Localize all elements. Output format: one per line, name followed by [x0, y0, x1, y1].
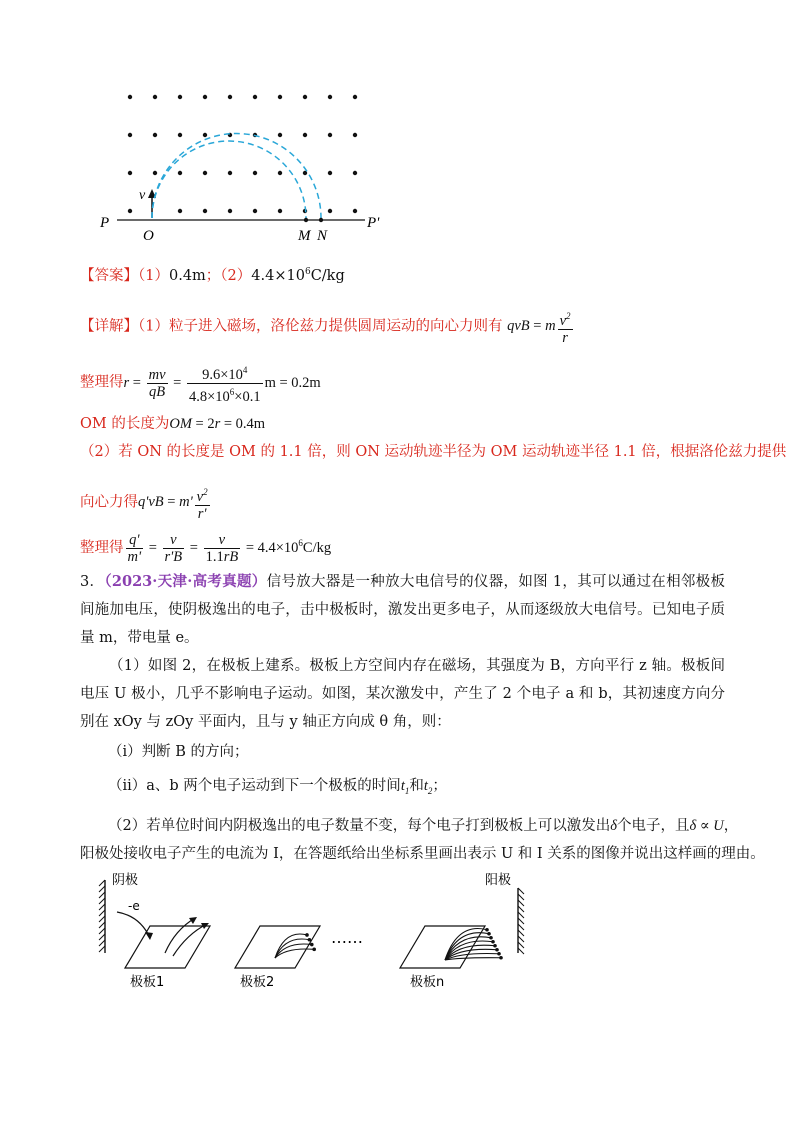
field-dot: [203, 209, 207, 213]
field-dot: [128, 171, 132, 175]
field-dot: [153, 171, 157, 175]
field-dot: [203, 133, 207, 137]
field-dot: [328, 209, 332, 213]
hatch-mark: [518, 930, 524, 936]
answer-tag: 【答案】: [80, 267, 138, 284]
field-dot: [278, 209, 282, 213]
detail-tag: 【详解】: [80, 318, 138, 335]
amplifier-figure: [95, 868, 555, 988]
label-m: M: [298, 228, 311, 244]
hatch-mark: [99, 916, 105, 922]
electron-arrowhead: [485, 928, 489, 932]
detail-line-4: （2）若 ON 的长度是 OM 的 1.1 倍，则 ON 运动轨迹半径为 OM 运动轨迹半径 1.1 倍，根据洛伦兹力提供: [80, 444, 787, 460]
question3-sub-i: （i）判断 B 的方向；: [108, 744, 249, 760]
electron-arrowhead: [310, 943, 314, 947]
label-p: P: [100, 215, 110, 231]
label-o: O: [143, 228, 154, 244]
field-dot: [328, 133, 332, 137]
electron-path: [275, 949, 314, 958]
field-dot: [128, 133, 132, 137]
label-v: v: [139, 188, 146, 203]
electron-arrowhead: [495, 948, 499, 952]
detail-line-6: [80, 532, 331, 565]
field-dot: [178, 95, 182, 99]
question3-intro-text: 信号放大器是一种放大电信号的仪器，如图 1，其可以通过在相邻极板间施加电压，使阴极逸出的电子，击中极板时，激发出更多电子，从而逐级放大电信号。已知电子质量 m，带电量 e。: [80, 574, 725, 646]
detail-line-5: [80, 484, 212, 522]
field-dot: [353, 209, 357, 213]
hatch-mark: [99, 934, 105, 940]
ellipsis: ……: [331, 928, 363, 947]
question3-sub-ii: （ii）a、b 两个电子运动到下一个极板的时间$t_1$和$t_2$；: [108, 778, 447, 796]
hatch-mark: [518, 936, 524, 942]
cathode-label: 阴极: [112, 873, 139, 888]
detail-prefix-3: OM 的长度为: [80, 416, 170, 432]
hatch-mark: [99, 898, 105, 904]
electron-arrowhead: [491, 940, 495, 944]
plate-2: [235, 926, 320, 968]
hatch-mark: [518, 906, 524, 912]
radius-equation: r = $\frac{mv}{qB}$ = $\frac{9.6\times 10^4}{4.8\times 10^6\times 0.1}$ m = 0.2m: [124, 375, 321, 391]
hatch-mark: [518, 888, 524, 894]
electron-path: [445, 958, 501, 960]
magnetic-field-figure: [95, 85, 395, 245]
field-dot: [228, 95, 232, 99]
point-n: [319, 218, 323, 222]
plate-2-label: 极板2: [240, 975, 275, 988]
field-dot: [178, 209, 182, 213]
trajectory-arc-on: [152, 134, 321, 219]
field-dot: [253, 95, 257, 99]
hatch-mark: [99, 946, 105, 952]
detail-text-1: （1）粒子进入磁场，洛伦兹力提供圆周运动的向心力则有: [138, 318, 503, 335]
plate-n: [400, 926, 485, 968]
field-dot: [278, 133, 282, 137]
field-dot: [253, 171, 257, 175]
point-m: [304, 218, 308, 222]
field-dot: [178, 171, 182, 175]
cathode-hatch: [99, 880, 105, 952]
question3-part2-line1: （2）若单位时间内阴极逸出的电子数量不变，每个电子打到极板上可以激发出δ个电子，且δ ∝ U，: [108, 818, 739, 834]
field-dot: [353, 95, 357, 99]
answer-separator: ；: [205, 267, 221, 284]
field-dot: [203, 95, 207, 99]
hatch-mark: [518, 918, 524, 924]
hatch-mark: [99, 910, 105, 916]
hatch-mark: [99, 940, 105, 946]
plate-n-label: 极板n: [410, 975, 445, 988]
label-n: N: [317, 228, 328, 244]
field-dot: [253, 209, 257, 213]
detail-line-1: [80, 308, 575, 346]
detail-prefix-6: 整理得: [80, 539, 124, 556]
field-dot: [278, 171, 282, 175]
hatch-mark: [518, 924, 524, 930]
field-dot: [153, 95, 157, 99]
hatch-mark: [518, 894, 524, 900]
proportional-relation: δ ∝ U: [689, 818, 724, 834]
time-t2: $t_2$: [423, 778, 433, 796]
hatch-mark: [99, 922, 105, 928]
trajectory-arc-om: [152, 141, 306, 218]
lorentz-equation-2: q'vB = m' $\frac{v^2}{r'}$: [138, 494, 212, 510]
plate-2-electron-paths: [275, 933, 316, 958]
plate-1-label: 极板1: [130, 975, 165, 988]
field-dot-grid: [128, 95, 357, 213]
electron-arrowhead: [499, 956, 503, 960]
field-dot: [328, 171, 332, 175]
detail-line-3: [80, 414, 265, 434]
lorentz-equation: qvB = m $\frac{v^2}{r}$: [507, 318, 574, 334]
hatch-mark: [518, 912, 524, 918]
hatch-mark: [518, 942, 524, 948]
anode-hatch: [518, 888, 524, 954]
om-equation: OM = 2r = 0.4m: [169, 416, 266, 432]
detail-prefix-5: 向心力得: [80, 494, 138, 511]
electron-arrowhead: [487, 932, 491, 936]
hatch-mark: [518, 900, 524, 906]
detail-line-2: [80, 362, 321, 405]
detail-prefix-2: 整理得: [80, 374, 124, 391]
hatch-mark: [518, 948, 524, 954]
hatch-mark: [99, 928, 105, 934]
question3-part2-line2: 阳极处接收电子产生的电流为 I，在答题纸给出坐标系里画出表示 U 和 I 关系的图像并说出这样画的理由。: [80, 846, 765, 862]
time-t1: $t_1$: [400, 778, 410, 796]
field-dot: [228, 171, 232, 175]
question3-source: （2023·天津·高考真题）: [104, 573, 267, 590]
field-dot: [178, 133, 182, 137]
electron-arrowhead: [497, 952, 501, 956]
electron-label: -e: [128, 899, 140, 913]
electron-arrowhead: [308, 938, 312, 942]
electron-arrowhead: [489, 936, 493, 940]
question3-intro: [80, 568, 725, 652]
answer-value2: $4.4\times 10^6C/kg$: [251, 267, 345, 284]
field-dot: [353, 133, 357, 137]
label-p-prime: P': [367, 215, 380, 231]
answer-line: [80, 262, 345, 286]
field-dot: [228, 209, 232, 213]
electron-path: [445, 937, 491, 960]
hatch-mark: [99, 880, 105, 886]
question3-number: 3．: [80, 574, 105, 590]
hatch-mark: [99, 904, 105, 910]
field-dot: [303, 133, 307, 137]
field-dot: [128, 209, 132, 213]
electron-arrowhead: [312, 948, 316, 952]
field-dot: [278, 95, 282, 99]
question3-part1: （1）如图 2，在极板上建系。极板上方空间内存在磁场，其强度为 B，方向平行 z 轴。极板间电压 U 极小，几乎不影响电子运动。如图，某次激发中，产生了 2 个电子 a 和 b，其初速度方向分别在 xOy 与 zOy 平面内，且与 y 轴正方向成 θ 角，则：: [80, 658, 725, 730]
field-dot: [128, 95, 132, 99]
answer-part1: （1）: [138, 267, 169, 284]
charge-mass-equation: $\frac{q'}{m'}$ = $\frac{v}{r'B}$ = $\frac{v}{1.1rB}$ = $4.4\times 10^6C/kg$: [127, 532, 332, 565]
field-dot: [203, 171, 207, 175]
field-dot: [353, 171, 357, 175]
delta-symbol: δ: [610, 818, 617, 834]
field-dot: [153, 133, 157, 137]
hatch-mark: [99, 892, 105, 898]
anode-label: 阳极: [485, 873, 512, 888]
field-dot: [328, 95, 332, 99]
hatch-mark: [99, 886, 105, 892]
answer-part2: （2）: [220, 267, 252, 284]
answer-value1: 0.4m: [168, 267, 206, 284]
electron-arrowhead: [305, 933, 309, 937]
field-dot: [303, 95, 307, 99]
electron-arrowhead: [493, 944, 497, 948]
